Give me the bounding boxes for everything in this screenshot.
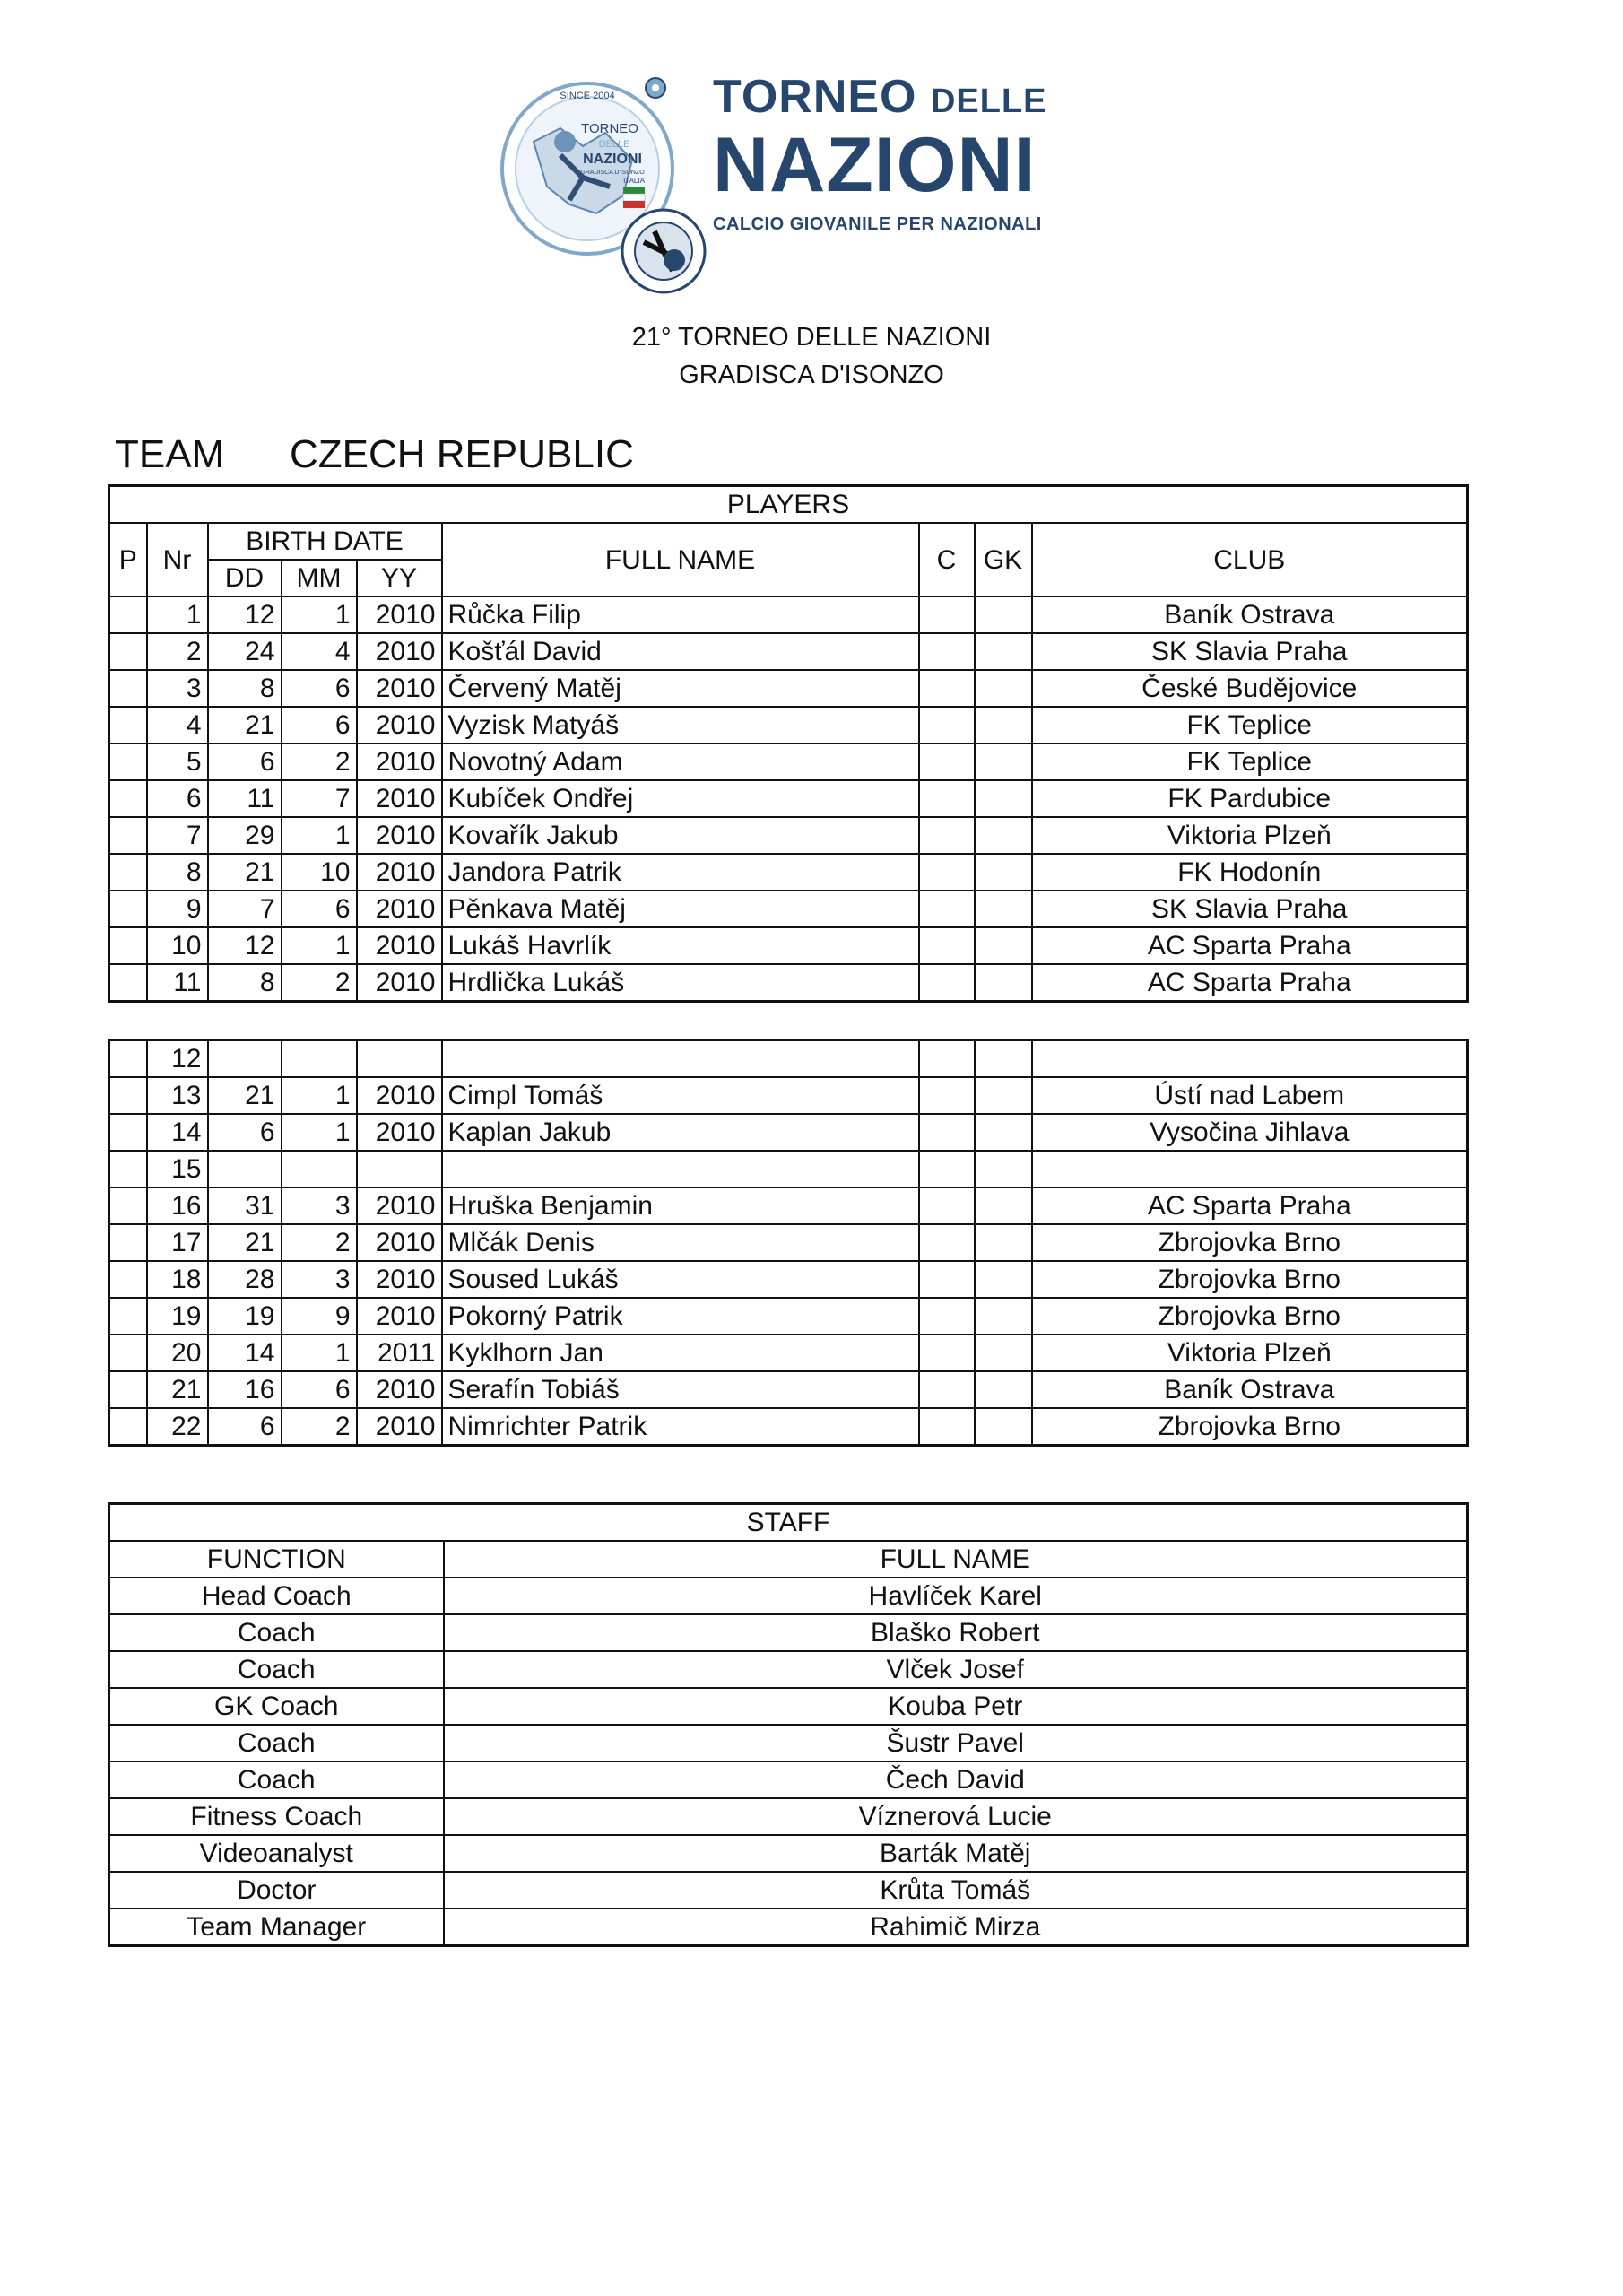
player-birth-day: 8 (208, 670, 282, 707)
player-number: 12 (147, 1040, 208, 1078)
player-p-cell (109, 744, 147, 780)
player-full-name: Kaplan Jakub (442, 1114, 919, 1151)
header-nr: Nr (147, 523, 208, 596)
player-row (109, 780, 1468, 817)
player-birth-month (282, 1151, 357, 1187)
player-birth-year: 2010 (357, 1114, 442, 1151)
staff-function: Doctor (109, 1872, 444, 1909)
player-birth-month (282, 1040, 357, 1078)
staff-full-name: Krůta Tomáš (444, 1872, 1468, 1909)
player-birth-month: 6 (282, 891, 357, 927)
player-captain-cell (919, 1298, 975, 1335)
tournament-logo (498, 72, 1089, 291)
player-birth-year: 2010 (357, 964, 442, 1002)
player-birth-year (357, 1040, 442, 1078)
player-captain-cell (919, 891, 975, 927)
player-birth-month: 10 (282, 854, 357, 891)
player-full-name: Cimpl Tomáš (442, 1077, 919, 1114)
player-row (109, 854, 1468, 891)
team-label: TEAM (115, 432, 225, 476)
player-captain-cell (919, 707, 975, 744)
staff-full-name: Rahimič Mirza (444, 1909, 1468, 1946)
player-row (109, 927, 1468, 964)
player-birth-month: 2 (282, 744, 357, 780)
player-number: 2 (147, 633, 208, 670)
player-birth-day: 24 (208, 633, 282, 670)
staff-full-name: Šustr Pavel (444, 1725, 1468, 1761)
player-row (109, 1224, 1468, 1261)
player-number: 4 (147, 707, 208, 744)
player-p-cell (109, 1335, 147, 1371)
player-full-name: Lukáš Havrlík (442, 927, 919, 964)
player-captain-cell (919, 1040, 975, 1078)
player-number: 10 (147, 927, 208, 964)
player-birth-day: 31 (208, 1187, 282, 1224)
player-birth-day: 21 (208, 1077, 282, 1114)
player-birth-month: 1 (282, 1335, 357, 1371)
player-row (109, 1371, 1468, 1408)
staff-row (109, 1614, 1468, 1651)
player-birth-day: 12 (208, 596, 282, 633)
player-p-cell (109, 670, 147, 707)
player-birth-day: 16 (208, 1371, 282, 1408)
player-number: 1 (147, 596, 208, 633)
player-row (109, 1261, 1468, 1298)
player-number: 17 (147, 1224, 208, 1261)
player-goalkeeper-cell (975, 1371, 1032, 1408)
player-full-name: Kovařík Jakub (442, 817, 919, 854)
header-function: FUNCTION (109, 1541, 444, 1578)
player-club: AC Sparta Praha (1032, 927, 1468, 964)
player-club: Zbrojovka Brno (1032, 1298, 1468, 1335)
header-yy: YY (357, 560, 442, 596)
player-goalkeeper-cell (975, 707, 1032, 744)
player-club: FK Teplice (1032, 707, 1468, 744)
player-p-cell (109, 633, 147, 670)
player-p-cell (109, 596, 147, 633)
player-birth-month: 2 (282, 964, 357, 1002)
player-p-cell (109, 1224, 147, 1261)
player-captain-cell (919, 780, 975, 817)
player-row (109, 891, 1468, 927)
player-full-name: Červený Matěj (442, 670, 919, 707)
players-table (108, 484, 1469, 1003)
player-row (109, 1187, 1468, 1224)
player-birth-year: 2010 (357, 1371, 442, 1408)
staff-full-name: Havlíček Karel (444, 1578, 1468, 1614)
staff-function: Coach (109, 1614, 444, 1651)
player-row (109, 964, 1468, 1002)
player-birth-month: 2 (282, 1408, 357, 1446)
staff-function: Coach (109, 1725, 444, 1761)
staff-row (109, 1872, 1468, 1909)
player-p-cell (109, 927, 147, 964)
player-birth-month: 7 (282, 780, 357, 817)
player-number: 21 (147, 1371, 208, 1408)
player-birth-year: 2010 (357, 1298, 442, 1335)
player-birth-month: 1 (282, 817, 357, 854)
header-captain: C (919, 523, 975, 596)
ball-icon (644, 76, 667, 100)
staff-row (109, 1909, 1468, 1946)
player-p-cell (109, 1408, 147, 1446)
logo-nazioni: NAZIONI (713, 122, 1037, 208)
player-birth-day: 11 (208, 780, 282, 817)
player-p-cell (109, 1298, 147, 1335)
header-dd: DD (208, 560, 282, 596)
player-row (109, 744, 1468, 780)
player-birth-month: 6 (282, 1371, 357, 1408)
player-club: Viktoria Plzeň (1032, 817, 1468, 854)
player-birth-day: 29 (208, 817, 282, 854)
player-row (109, 633, 1468, 670)
player-p-cell (109, 964, 147, 1002)
player-p-cell (109, 780, 147, 817)
staff-full-name: Víznerová Lucie (444, 1798, 1468, 1835)
player-row (109, 1298, 1468, 1335)
player-captain-cell (919, 964, 975, 1002)
player-birth-day: 6 (208, 744, 282, 780)
staff-full-name: Vlček Josef (444, 1651, 1468, 1688)
player-captain-cell (919, 633, 975, 670)
player-goalkeeper-cell (975, 1298, 1032, 1335)
players-rows (109, 596, 1468, 1002)
player-birth-day: 28 (208, 1261, 282, 1298)
player-number: 8 (147, 854, 208, 891)
player-birth-day: 19 (208, 1298, 282, 1335)
header-mm: MM (282, 560, 357, 596)
header-club: CLUB (1032, 523, 1468, 596)
player-club: FK Pardubice (1032, 780, 1468, 817)
player-number: 20 (147, 1335, 208, 1371)
player-number: 11 (147, 964, 208, 1002)
team-heading (115, 432, 634, 477)
header-staff-full-name: FULL NAME (444, 1541, 1468, 1578)
player-captain-cell (919, 744, 975, 780)
player-club: AC Sparta Praha (1032, 964, 1468, 1002)
partner-badge-icon (619, 206, 708, 296)
player-row (109, 817, 1468, 854)
staff-table (108, 1502, 1469, 1947)
player-number: 15 (147, 1151, 208, 1187)
player-birth-month: 2 (282, 1224, 357, 1261)
player-number: 6 (147, 780, 208, 817)
player-birth-day (208, 1151, 282, 1187)
player-number: 22 (147, 1408, 208, 1446)
staff-row (109, 1835, 1468, 1872)
player-row (109, 1040, 1468, 1078)
player-goalkeeper-cell (975, 1224, 1032, 1261)
player-full-name: Pěnkava Matěj (442, 891, 919, 927)
player-number: 16 (147, 1187, 208, 1224)
player-number: 5 (147, 744, 208, 780)
player-goalkeeper-cell (975, 670, 1032, 707)
player-club: Vysočina Jihlava (1032, 1114, 1468, 1151)
staff-row (109, 1688, 1468, 1725)
header-goalkeeper: GK (975, 523, 1032, 596)
player-captain-cell (919, 1335, 975, 1371)
player-birth-month: 4 (282, 633, 357, 670)
staff-row (109, 1578, 1468, 1614)
player-captain-cell (919, 854, 975, 891)
player-club: SK Slavia Praha (1032, 891, 1468, 927)
player-birth-day: 21 (208, 707, 282, 744)
staff-full-name: Čech David (444, 1761, 1468, 1798)
player-birth-year: 2010 (357, 891, 442, 927)
player-goalkeeper-cell (975, 1261, 1032, 1298)
logo-wordmark (713, 72, 1107, 235)
player-p-cell (109, 891, 147, 927)
player-birth-month: 6 (282, 707, 357, 744)
staff-row (109, 1651, 1468, 1688)
staff-function: GK Coach (109, 1688, 444, 1725)
player-row (109, 707, 1468, 744)
player-captain-cell (919, 596, 975, 633)
player-birth-day: 21 (208, 1224, 282, 1261)
player-goalkeeper-cell (975, 633, 1032, 670)
staff-caption: STAFF (109, 1504, 1468, 1542)
player-club: Viktoria Plzeň (1032, 1335, 1468, 1371)
header-birth-date: BIRTH DATE (208, 523, 442, 560)
player-goalkeeper-cell (975, 1040, 1032, 1078)
player-goalkeeper-cell (975, 854, 1032, 891)
player-birth-year: 2010 (357, 780, 442, 817)
player-number: 13 (147, 1077, 208, 1114)
player-birth-year: 2010 (357, 596, 442, 633)
player-birth-year: 2010 (357, 670, 442, 707)
player-club: Ústí nad Labem (1032, 1077, 1468, 1114)
badge-line2: DELLE (598, 139, 630, 150)
player-captain-cell (919, 670, 975, 707)
player-row (109, 1335, 1468, 1371)
player-goalkeeper-cell (975, 891, 1032, 927)
player-birth-month: 1 (282, 1077, 357, 1114)
player-club: FK Hodonín (1032, 854, 1468, 891)
player-full-name (442, 1151, 919, 1187)
badge-line3: NAZIONI (583, 152, 642, 167)
staff-row (109, 1798, 1468, 1835)
badge-top-text: SINCE 2004 (560, 91, 615, 101)
player-number: 9 (147, 891, 208, 927)
player-row (109, 670, 1468, 707)
player-birth-year: 2010 (357, 1408, 442, 1446)
player-full-name: Vyzisk Matyáš (442, 707, 919, 744)
player-p-cell (109, 1187, 147, 1224)
player-goalkeeper-cell (975, 927, 1032, 964)
player-goalkeeper-cell (975, 1187, 1032, 1224)
player-birth-day: 12 (208, 927, 282, 964)
player-birth-day: 8 (208, 964, 282, 1002)
player-number: 14 (147, 1114, 208, 1151)
player-full-name: Jandora Patrik (442, 854, 919, 891)
player-goalkeeper-cell (975, 780, 1032, 817)
badge-country: ITALIA (623, 177, 645, 185)
player-full-name: Soused Lukáš (442, 1261, 919, 1298)
player-captain-cell (919, 1224, 975, 1261)
player-captain-cell (919, 927, 975, 964)
logo-torneo: TORNEO (713, 71, 917, 123)
staff-full-name: Kouba Petr (444, 1688, 1468, 1725)
player-captain-cell (919, 1261, 975, 1298)
event-location: GRADISCA D'ISONZO (679, 361, 944, 389)
staff-function: Team Manager (109, 1909, 444, 1946)
player-club: České Budějovice (1032, 670, 1468, 707)
staff-full-name: Blaško Robert (444, 1614, 1468, 1651)
player-birth-year: 2010 (357, 854, 442, 891)
player-captain-cell (919, 1151, 975, 1187)
header-full-name: FULL NAME (442, 523, 919, 596)
player-birth-year: 2010 (357, 817, 442, 854)
player-captain-cell (919, 817, 975, 854)
staff-function: Coach (109, 1761, 444, 1798)
player-birth-day: 7 (208, 891, 282, 927)
player-number: 7 (147, 817, 208, 854)
player-club: AC Sparta Praha (1032, 1187, 1468, 1224)
team-name: CZECH REPUBLIC (290, 432, 634, 476)
staff-full-name: Barták Matěj (444, 1835, 1468, 1872)
player-birth-month: 9 (282, 1298, 357, 1335)
player-birth-month: 6 (282, 670, 357, 707)
player-full-name: Serafín Tobiáš (442, 1371, 919, 1408)
staff-function: Coach (109, 1651, 444, 1688)
players-table-continued (108, 1039, 1469, 1447)
player-full-name: Hruška Benjamin (442, 1187, 919, 1224)
player-full-name: Kubíček Ondřej (442, 780, 919, 817)
player-birth-month: 3 (282, 1261, 357, 1298)
player-p-cell (109, 1077, 147, 1114)
staff-row (109, 1761, 1468, 1798)
player-row (109, 1114, 1468, 1151)
player-p-cell (109, 1040, 147, 1078)
player-birth-month: 1 (282, 1114, 357, 1151)
player-club: SK Slavia Praha (1032, 633, 1468, 670)
player-captain-cell (919, 1408, 975, 1446)
player-captain-cell (919, 1371, 975, 1408)
player-club: Baník Ostrava (1032, 1371, 1468, 1408)
player-p-cell (109, 1261, 147, 1298)
player-p-cell (109, 707, 147, 744)
player-row (109, 1408, 1468, 1446)
player-captain-cell (919, 1187, 975, 1224)
player-full-name: Kyklhorn Jan (442, 1335, 919, 1371)
staff-rows (109, 1578, 1468, 1946)
player-birth-year: 2010 (357, 927, 442, 964)
player-birth-month: 1 (282, 927, 357, 964)
player-p-cell (109, 854, 147, 891)
player-row (109, 1151, 1468, 1187)
player-goalkeeper-cell (975, 1114, 1032, 1151)
player-p-cell (109, 817, 147, 854)
player-full-name: Pokorný Patrik (442, 1298, 919, 1335)
header-p: P (109, 523, 147, 596)
player-birth-year: 2010 (357, 744, 442, 780)
player-birth-year: 2010 (357, 1224, 442, 1261)
player-full-name: Růčka Filip (442, 596, 919, 633)
player-number: 18 (147, 1261, 208, 1298)
player-birth-day: 14 (208, 1335, 282, 1371)
player-goalkeeper-cell (975, 1335, 1032, 1371)
player-full-name: Košťál David (442, 633, 919, 670)
player-full-name: Nimrichter Patrik (442, 1408, 919, 1446)
player-p-cell (109, 1151, 147, 1187)
player-full-name (442, 1040, 919, 1078)
player-full-name: Hrdlička Lukáš (442, 964, 919, 1002)
player-goalkeeper-cell (975, 1077, 1032, 1114)
player-birth-day: 6 (208, 1408, 282, 1446)
event-title: 21° TORNEO DELLE NAZIONI (631, 323, 992, 352)
player-birth-day (208, 1040, 282, 1078)
logo-tagline: CALCIO GIOVANILE PER NAZIONALI (713, 214, 1042, 234)
player-goalkeeper-cell (975, 817, 1032, 854)
player-p-cell (109, 1371, 147, 1408)
player-goalkeeper-cell (975, 1408, 1032, 1446)
staff-function: Videoanalyst (109, 1835, 444, 1872)
staff-function: Head Coach (109, 1578, 444, 1614)
logo-delle: DELLE (930, 83, 1047, 120)
player-birth-year (357, 1151, 442, 1187)
badge-line1: TORNEO (581, 121, 638, 136)
player-club: Zbrojovka Brno (1032, 1224, 1468, 1261)
player-birth-day: 21 (208, 854, 282, 891)
player-birth-year: 2010 (357, 1261, 442, 1298)
player-club (1032, 1151, 1468, 1187)
badge-line4: GRADISCA D'ISONZO (580, 170, 645, 176)
player-birth-year: 2010 (357, 707, 442, 744)
player-birth-month: 3 (282, 1187, 357, 1224)
players-caption: PLAYERS (109, 486, 1468, 524)
player-birth-year: 2010 (357, 1187, 442, 1224)
player-captain-cell (919, 1114, 975, 1151)
player-full-name: Mlčák Denis (442, 1224, 919, 1261)
player-club: FK Teplice (1032, 744, 1468, 780)
player-goalkeeper-cell (975, 596, 1032, 633)
player-number: 19 (147, 1298, 208, 1335)
player-birth-year: 2010 (357, 1077, 442, 1114)
staff-function: Fitness Coach (109, 1798, 444, 1835)
player-row (109, 1077, 1468, 1114)
player-row (109, 596, 1468, 633)
player-p-cell (109, 1114, 147, 1151)
player-goalkeeper-cell (975, 964, 1032, 1002)
players-rows-continued (109, 1040, 1468, 1446)
player-goalkeeper-cell (975, 1151, 1032, 1187)
player-birth-year: 2011 (357, 1335, 442, 1371)
player-club: Zbrojovka Brno (1032, 1408, 1468, 1446)
player-captain-cell (919, 1077, 975, 1114)
player-birth-day: 6 (208, 1114, 282, 1151)
player-birth-month: 1 (282, 596, 357, 633)
player-number: 3 (147, 670, 208, 707)
player-club: Baník Ostrava (1032, 596, 1468, 633)
player-club (1032, 1040, 1468, 1078)
staff-row (109, 1725, 1468, 1761)
player-birth-year: 2010 (357, 633, 442, 670)
player-goalkeeper-cell (975, 744, 1032, 780)
player-club: Zbrojovka Brno (1032, 1261, 1468, 1298)
player-full-name: Novotný Adam (442, 744, 919, 780)
